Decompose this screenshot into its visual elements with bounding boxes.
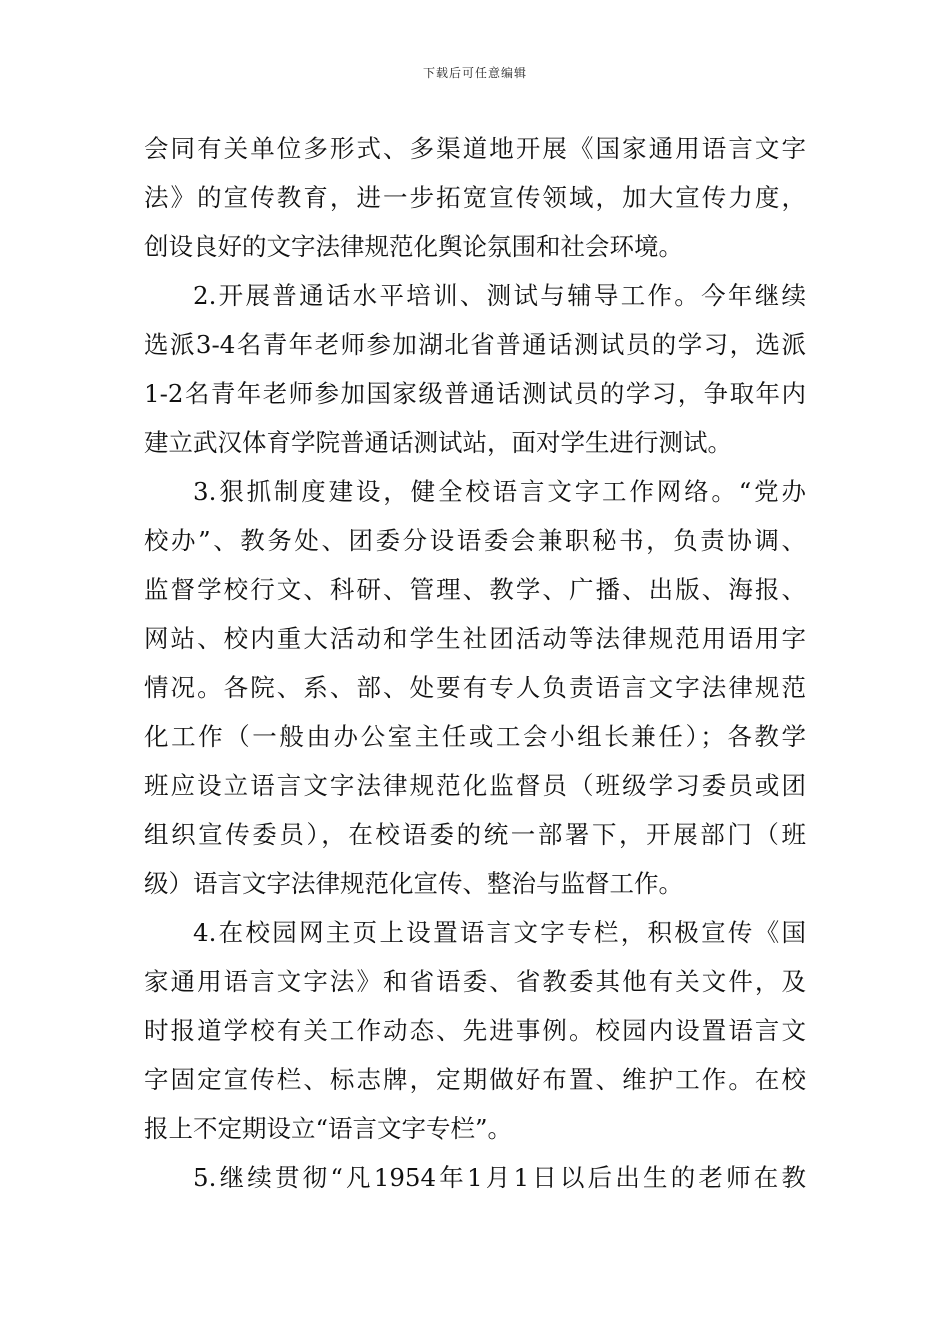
text-line: 报上不定期设立“语言文字专栏”。 (144, 1114, 513, 1143)
text-line: 班应设立语言文字法律规范化监督员（班级学习委员或团 (144, 771, 806, 800)
text-line: 监督学校行文、科研、管理、教学、广播、出版、海报、 (144, 575, 806, 604)
text-line: 情况。各院、系、部、处要有专人负责语言文字法律规范 (144, 673, 806, 702)
text-line: 创设良好的文字法律规范化舆论氛围和社会环境。 (144, 232, 683, 261)
text-line: 组织宣传委员），在校语委的统一部署下，开展部门（班 (144, 820, 806, 849)
text-line: 校办”、教务处、团委分设语委会兼职秘书，负责协调、 (144, 526, 806, 555)
page-header: 下载后可任意编辑 (422, 66, 527, 80)
text-line: 时报道学校有关工作动态、先进事例。校园内设置语言文 (144, 1016, 806, 1045)
text-line: 家通用语言文字法》和省语委、省教委其他有关文件，及 (144, 967, 806, 996)
text-line: 2.开展普通话水平培训、测试与辅导工作。今年继续 (193, 281, 806, 310)
text-line: 5.继续贯彻“凡1954年1月1日以后出生的老师在教 (193, 1163, 806, 1192)
body-text (144, 124, 806, 1202)
text-line: 选派3-4名青年老师参加湖北省普通话测试员的学习，选派 (144, 330, 806, 359)
text-line: 级）语言文字法律规范化宣传、整治与监督工作。 (144, 869, 683, 898)
text-line: 字固定宣传栏、标志牌，定期做好布置、维护工作。在校 (144, 1065, 806, 1094)
text-line: 法》的宣传教育，进一步拓宽宣传领域，加大宣传力度， (144, 183, 806, 212)
text-line: 网站、校内重大活动和学生社团活动等法律规范用语用字 (144, 624, 806, 653)
text-line: 化工作（一般由办公室主任或工会小组长兼任）；各教学 (144, 722, 806, 751)
text-line: 会同有关单位多形式、多渠道地开展《国家通用语言文字 (144, 134, 806, 163)
text-line: 建立武汉体育学院普通话测试站，面对学生进行测试。 (144, 428, 732, 457)
text-line: 4.在校园网主页上设置语言文字专栏，积极宣传《国 (193, 918, 806, 947)
text-line: 1-2名青年老师参加国家级普通话测试员的学习，争取年内 (144, 379, 806, 408)
text-line: 3.狠抓制度建设，健全校语言文字工作网络。“党办 (193, 477, 806, 506)
